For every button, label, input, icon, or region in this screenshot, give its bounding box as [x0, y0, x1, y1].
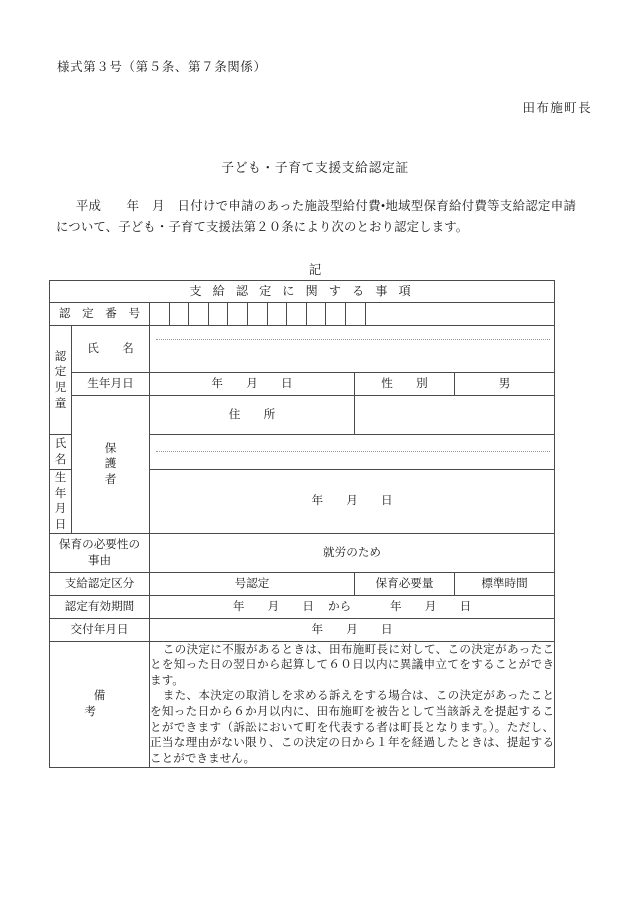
child-section-vertical-label [50, 326, 72, 435]
issue-date-label: 交付年月日 [50, 618, 150, 641]
number-box[interactable] [209, 303, 229, 325]
guardian-address-value[interactable] [355, 396, 555, 435]
certification-category-label: 支給認定区分 [50, 572, 150, 595]
body-paragraph: 平成 年 月 日付けで申請のあった施設型給付費•地域型保育給付費等支給認定申請について、子ども・子育て支援法第２０条により次のとおり認定します。 [56, 199, 576, 234]
guardian-name-value[interactable] [150, 435, 555, 470]
number-box-grid [150, 303, 554, 325]
guardian-section-vertical-label [72, 396, 150, 534]
remarks-paragraph-2: また、本決定の取消しを求める訴えをする場合は、この決定があったことを知った日から６か月以内に、田布施町を被告として当該訴えを提起することができます（訴訟において町を代表する者は町長となります。）。ただし、正当な理由がない限り、この決定の日から１年を経過したときは、提起することができません。 [150, 689, 555, 766]
care-amount-value[interactable]: 標準時間 [455, 572, 555, 595]
number-box[interactable] [150, 303, 170, 325]
remarks-paragraph-1: この決定に不服があるときは、田布施町長に対して、この決定があったことを知った日の翌日から起算して６０日以内に異議申立てをすることができます。 [150, 642, 555, 687]
number-box[interactable] [170, 303, 190, 325]
valid-period-label: 認定有効期間 [50, 595, 150, 618]
child-label-char: 定 [54, 365, 67, 379]
child-name-label: 氏 名 [72, 326, 150, 373]
table-row-guardian-address [50, 396, 555, 435]
child-name-value[interactable] [150, 326, 555, 373]
necessity-reason-value[interactable]: 就労のため [150, 533, 555, 572]
certification-number-label: 認 定 番 号 [50, 303, 150, 326]
guardian-label-char: 保 [104, 441, 117, 455]
care-amount-label: 保育必要量 [355, 572, 455, 595]
child-birthdate-value[interactable]: 年 月 日 [150, 373, 355, 396]
form-number: 様式第３号（第５条、第７条関係） [57, 60, 267, 74]
certification-number-boxes[interactable] [150, 303, 555, 326]
valid-period-value[interactable] [150, 595, 555, 618]
issuer-name: 田布施町長 [522, 101, 592, 115]
number-box[interactable] [307, 303, 327, 325]
guardian-label-char: 護 [104, 457, 117, 471]
section-title: 支 給 認 定 に 関 す る 事 項 [50, 281, 555, 303]
table-row-section-title [50, 281, 555, 303]
child-label-char: 児 [54, 381, 67, 394]
child-gender-label: 性 別 [355, 373, 455, 396]
guardian-birthdate-value[interactable]: 年 月 日 [150, 470, 555, 534]
child-label-char: 童 [54, 396, 67, 410]
number-box[interactable] [346, 303, 366, 325]
table-row-certification-number [50, 303, 555, 326]
number-box[interactable] [228, 303, 248, 325]
certification-table [49, 280, 555, 768]
table-row-issue-date [50, 618, 555, 641]
table-row-child-name [50, 326, 555, 373]
valid-period-connector: から [328, 599, 352, 613]
table-row-child-birthdate [50, 373, 555, 396]
remarks-label: 備 考 [50, 641, 150, 767]
number-box[interactable] [189, 303, 209, 325]
document-title: 子ども・子育て支援支給認定証 [221, 161, 409, 175]
number-box[interactable] [326, 303, 346, 325]
necessity-reason-label-line1: 保育の必要性の [58, 537, 141, 551]
table-row-necessity-reason [50, 533, 555, 572]
child-label-char: 認 [54, 349, 67, 363]
dotted-fill-line [156, 451, 550, 452]
table-row-valid-period [50, 595, 555, 618]
number-box[interactable] [248, 303, 268, 325]
ki-mark: 記 [308, 263, 322, 277]
number-box[interactable] [268, 303, 288, 325]
child-birthdate-label: 生年月日 [72, 373, 150, 396]
valid-period-end: 年 月 日 [390, 599, 472, 613]
necessity-reason-label [50, 533, 150, 572]
guardian-label-char: 者 [104, 473, 117, 487]
dotted-fill-line [156, 339, 550, 340]
certification-category-value[interactable]: 号認定 [150, 572, 355, 595]
number-box[interactable] [287, 303, 307, 325]
necessity-reason-label-line2: 事由 [87, 553, 112, 567]
guardian-name-label: 氏 名 [50, 435, 72, 470]
remarks-content [150, 641, 555, 767]
valid-period-start: 年 月 日 [232, 599, 315, 613]
table-row-remarks [50, 641, 555, 767]
guardian-birthdate-label: 生年月日 [50, 470, 72, 534]
table-row-certification-category [50, 572, 555, 595]
certification-table-wrapper [49, 280, 554, 768]
guardian-address-label: 住 所 [150, 396, 355, 435]
issue-date-value[interactable]: 年 月 日 [150, 618, 555, 641]
child-gender-value[interactable]: 男 [455, 373, 555, 396]
number-grid-tail [366, 303, 555, 325]
